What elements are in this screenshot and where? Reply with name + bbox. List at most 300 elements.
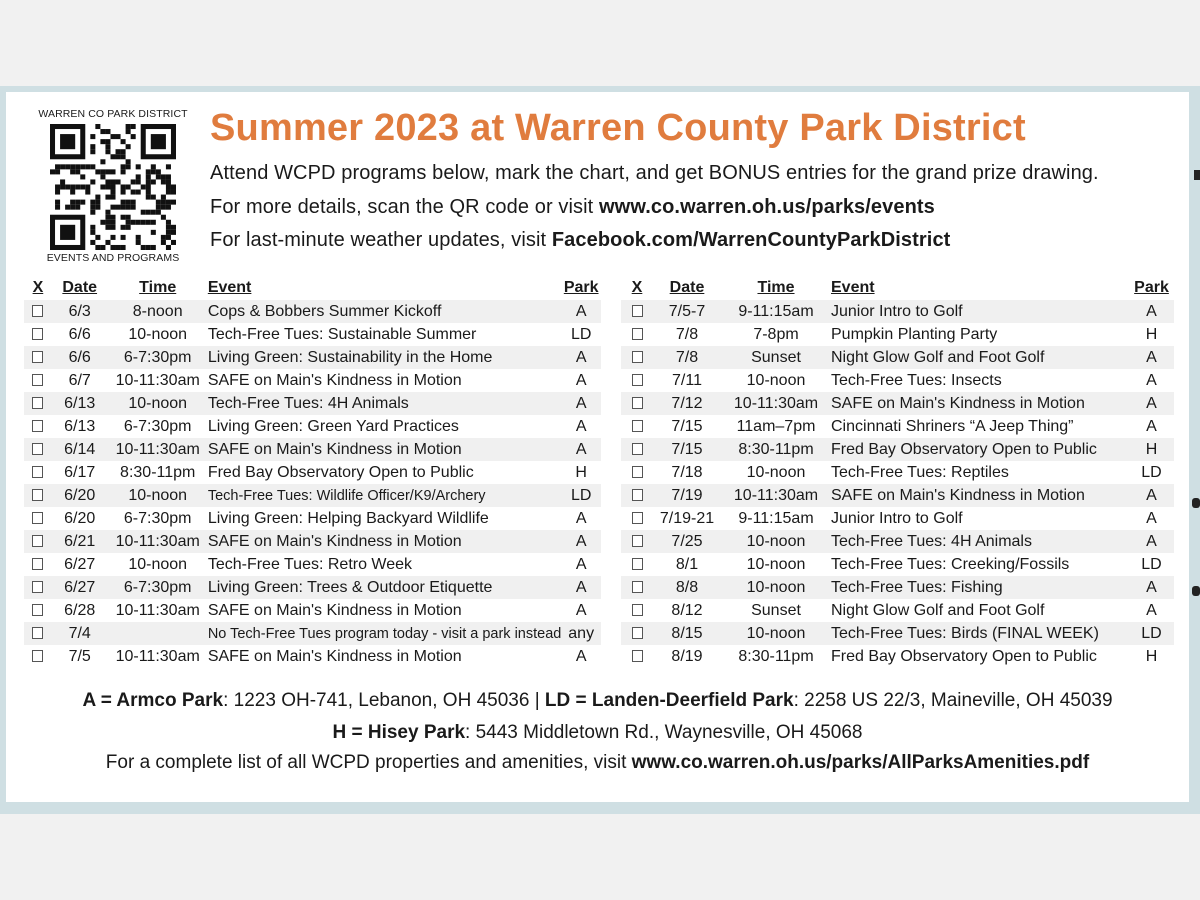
event-name: Junior Intro to Golf [831, 300, 1129, 323]
qr-module [55, 169, 60, 174]
checkbox-cell [621, 415, 653, 438]
qr-module [126, 159, 131, 164]
qr-module [110, 154, 115, 159]
checkbox-cell [24, 461, 52, 484]
table-row [24, 507, 601, 530]
qr-module [85, 190, 90, 195]
qr-module [171, 230, 176, 235]
event-name: Tech-Free Tues: Creeking/Fossils [831, 555, 1070, 573]
row-checkbox[interactable] [32, 581, 43, 593]
event-date: 6/20 [52, 484, 108, 507]
table-row [24, 300, 601, 323]
qr-module [116, 205, 121, 210]
qr-module [161, 205, 166, 210]
checkbox-cell [24, 369, 52, 392]
event-time: 10-11:30am [115, 647, 200, 665]
qr-module [116, 245, 121, 250]
qr-module [95, 245, 100, 250]
qr-module [105, 210, 110, 215]
event-name: SAFE on Main's Kindness in Motion [207, 647, 462, 665]
event-park: LD [1129, 622, 1174, 645]
event-park: H [1129, 438, 1174, 461]
event-date: 7/18 [671, 463, 703, 481]
table-row [621, 323, 1174, 346]
col-header-event: Event [831, 279, 875, 296]
qr-module [121, 205, 126, 210]
table-header-row [24, 276, 601, 300]
row-checkbox[interactable] [632, 466, 643, 478]
qr-module [110, 205, 115, 210]
qr-module [105, 184, 110, 189]
qr-module [161, 200, 166, 205]
checkbox-cell [24, 323, 52, 346]
qr-module [136, 190, 141, 195]
event-park: A [1129, 530, 1174, 553]
event-date: 6/28 [64, 601, 96, 619]
row-checkbox[interactable] [632, 328, 643, 340]
table-row [24, 346, 601, 369]
row-checkbox[interactable] [632, 650, 643, 662]
edge-mark [1194, 170, 1200, 180]
qr-module [95, 124, 100, 129]
event-park: A [1129, 576, 1174, 599]
event-name: SAFE on Main's Kindness in Motion [207, 601, 462, 619]
table-row [621, 599, 1174, 622]
qr-module [55, 190, 60, 195]
row-checkbox[interactable] [32, 420, 43, 432]
event-name: SAFE on Main's Kindness in Motion [831, 392, 1129, 415]
qr-module [121, 184, 126, 189]
event-name: Junior Intro to Golf [831, 509, 963, 527]
qr-module [126, 225, 131, 230]
event-park: LD [1141, 555, 1162, 573]
row-checkbox[interactable] [632, 581, 643, 593]
col-header-date: Date [62, 279, 98, 296]
table-row [24, 645, 601, 668]
col-header-x: X [631, 279, 643, 296]
event-name: Living Green: Helping Backyard Wildlife [207, 509, 489, 527]
qr-module [100, 129, 105, 134]
event-name: SAFE on Main's Kindness in Motion [831, 484, 1129, 507]
qr-module [110, 190, 115, 195]
event-name: Tech-Free Tues: 4H Animals [831, 530, 1129, 553]
qr-module [131, 205, 136, 210]
qr-module [166, 220, 171, 225]
qr-module [171, 200, 176, 205]
checkbox-cell [621, 553, 653, 576]
schedule-table-july-august [621, 276, 1174, 668]
qr-module [100, 169, 105, 174]
qr-module [90, 179, 95, 184]
table-row [24, 323, 601, 346]
event-date: 6/17 [64, 463, 96, 481]
qr-module [166, 190, 171, 195]
event-time: 6-7:30pm [123, 509, 192, 527]
qr-module [60, 184, 65, 189]
event-park: A [1129, 484, 1174, 507]
amenities-link[interactable]: www.co.warren.oh.us/parks/AllParksAmenities.pdf [631, 752, 1090, 773]
qr-module [171, 184, 176, 189]
qr-module [70, 205, 75, 210]
qr-module [161, 240, 166, 245]
qr-module [55, 164, 60, 169]
table-row [24, 599, 601, 622]
event-park: A [561, 576, 601, 599]
row-checkbox[interactable] [632, 512, 643, 524]
table-row [24, 484, 601, 507]
events-link[interactable]: www.co.warren.oh.us/parks/events [599, 196, 935, 218]
qr-module [121, 245, 126, 250]
event-park: A [575, 417, 587, 435]
qr-module [131, 190, 136, 195]
event-time: 10-11:30am [108, 530, 208, 553]
row-checkbox[interactable] [32, 535, 43, 547]
qr-module [151, 169, 156, 174]
row-checkbox[interactable] [632, 489, 643, 501]
event-time: 10-noon [721, 576, 831, 599]
event-time: 9-11:15am [721, 300, 831, 323]
facebook-link[interactable]: Facebook.com/WarrenCountyParkDistrict [551, 229, 951, 251]
table-row [24, 438, 601, 461]
qr-module [105, 144, 110, 149]
event-time: 10-noon [746, 463, 806, 481]
qr-module [146, 190, 151, 195]
event-name: SAFE on Main's Kindness in Motion [208, 530, 562, 553]
event-date: 6/21 [52, 530, 108, 553]
qr-module [70, 200, 75, 205]
qr-module [105, 215, 110, 220]
row-checkbox[interactable] [32, 558, 43, 570]
table-row [24, 530, 601, 553]
event-date: 6/14 [52, 438, 108, 461]
event-date: 8/19 [671, 647, 703, 665]
event-name: Living Green: Sustainability in the Home [208, 346, 562, 369]
event-time: 10-11:30am [115, 601, 200, 619]
intro-line: Attend WCPD programs below, mark the chart, and get BONUS entries for the grand prize drawing. [210, 162, 1099, 184]
event-park: A [561, 438, 601, 461]
edge-mark [1192, 498, 1200, 508]
qr-module [136, 220, 141, 225]
checkbox-cell [621, 622, 653, 645]
event-park: H [1145, 647, 1158, 665]
row-checkbox[interactable] [632, 627, 643, 639]
qr-module [100, 174, 105, 179]
event-park: A [575, 555, 587, 573]
row-checkbox[interactable] [32, 604, 43, 616]
amenities-line [6, 752, 1189, 774]
qr-module [121, 154, 126, 159]
qr-module [55, 184, 60, 189]
event-name: SAFE on Main's Kindness in Motion [207, 371, 462, 389]
qr-module [90, 164, 95, 169]
event-park: LD [561, 484, 601, 507]
event-time: Sunset [721, 346, 831, 369]
qr-module [80, 200, 85, 205]
qr-module [151, 164, 156, 169]
col-header-park: Park [1134, 279, 1169, 296]
qr-module [126, 205, 131, 210]
qr-module [141, 220, 146, 225]
event-park: H [575, 463, 587, 481]
qr-module [65, 184, 70, 189]
table-row [621, 576, 1174, 599]
row-checkbox[interactable] [32, 650, 43, 662]
row-checkbox[interactable] [632, 535, 643, 547]
event-name: Fred Bay Observatory Open to Public [207, 463, 474, 481]
checkbox-cell [24, 507, 52, 530]
qr-module [85, 184, 90, 189]
event-park: any [561, 622, 601, 645]
checkbox-cell [24, 346, 52, 369]
checkbox-cell [621, 645, 653, 668]
amenities-prefix: For a complete list of all WCPD properties and amenities, visit [105, 752, 632, 773]
qr-module [116, 134, 121, 139]
qr-module [110, 215, 115, 220]
qr-module [161, 195, 166, 200]
qr-module [166, 164, 171, 169]
qr-module [166, 200, 171, 205]
row-checkbox[interactable] [32, 627, 43, 639]
checkbox-cell [621, 438, 653, 461]
event-date: 8/15 [653, 622, 721, 645]
event-date: 6/20 [64, 509, 96, 527]
qr-bottom-label: EVENTS AND PROGRAMS [46, 252, 180, 264]
event-park: A [561, 346, 601, 369]
event-park: A [1146, 417, 1157, 435]
event-park: A [1129, 346, 1174, 369]
qr-module [166, 205, 171, 210]
row-checkbox[interactable] [32, 443, 43, 455]
event-name: Cincinnati Shriners “A Jeep Thing” [831, 417, 1074, 435]
qr-module [126, 129, 131, 134]
row-checkbox[interactable] [632, 558, 643, 570]
qr-module [126, 200, 131, 205]
event-time: 10-noon [128, 555, 188, 573]
checkbox-cell [24, 530, 52, 553]
row-checkbox[interactable] [32, 374, 43, 386]
qr-module [136, 179, 141, 184]
row-checkbox[interactable] [32, 328, 43, 340]
qr-module [156, 205, 161, 210]
event-time: 6-7:30pm [108, 576, 208, 599]
checkbox-cell [24, 415, 52, 438]
qr-module [80, 164, 85, 169]
event-date: 7/5 [68, 647, 91, 665]
qr-module [151, 210, 156, 215]
table-row [24, 576, 601, 599]
checkbox-cell [24, 484, 52, 507]
row-checkbox[interactable] [32, 466, 43, 478]
qr-module [146, 210, 151, 215]
table-row [621, 553, 1174, 576]
schedule-table-june [24, 276, 601, 668]
qr-code-block[interactable] [28, 106, 198, 266]
event-time: 10-noon [108, 392, 208, 415]
event-date: 6/13 [52, 392, 108, 415]
event-date: 6/13 [64, 417, 96, 435]
event-date: 7/15 [671, 417, 703, 435]
row-checkbox[interactable] [32, 351, 43, 363]
qr-module [105, 220, 110, 225]
qr-module [171, 240, 176, 245]
qr-module [90, 210, 95, 215]
event-date: 7/4 [52, 622, 108, 645]
qr-module [110, 195, 115, 200]
details-prefix: For more details, scan the QR code or visit [210, 196, 599, 218]
event-park: A [1129, 392, 1174, 415]
table-row [24, 622, 601, 645]
qr-module [90, 144, 95, 149]
event-park: A [575, 647, 587, 665]
armco-label: A = Armco Park [82, 690, 224, 711]
event-park: A [575, 509, 587, 527]
event-date: 7/8 [653, 346, 721, 369]
col-header-park: Park [563, 279, 599, 296]
qr-top-label: WARREN CO PARK DISTRICT [38, 108, 188, 120]
flyer-card [6, 92, 1189, 802]
event-name: Tech-Free Tues: Reptiles [831, 463, 1009, 481]
event-name: Fred Bay Observatory Open to Public [831, 438, 1129, 461]
qr-module [80, 174, 85, 179]
qr-module [141, 184, 146, 189]
event-time: 8:30-11pm [738, 647, 814, 665]
row-checkbox[interactable] [632, 351, 643, 363]
qr-module [95, 235, 100, 240]
qr-module [95, 169, 100, 174]
checkbox-cell [621, 576, 653, 599]
row-checkbox[interactable] [632, 443, 643, 455]
qr-module [110, 169, 115, 174]
qr-code-icon [50, 124, 176, 250]
event-date: 7/19-21 [659, 509, 715, 527]
landen-deerfield-label: LD = Landen-Deerfield Park [544, 690, 794, 711]
qr-module [156, 200, 161, 205]
event-time: 9-11:15am [738, 509, 814, 527]
qr-module [161, 174, 166, 179]
event-date: 6/3 [52, 300, 108, 323]
qr-module [110, 225, 115, 230]
qr-module [100, 220, 105, 225]
event-name: Tech-Free Tues: Wildlife Officer/K9/Archery [208, 484, 562, 507]
qr-module [171, 225, 176, 230]
event-date: 6/7 [68, 371, 91, 389]
qr-module [146, 195, 151, 200]
col-header-time: Time [757, 279, 795, 296]
table-row [621, 530, 1174, 553]
qr-module [121, 235, 126, 240]
qr-module [166, 245, 171, 250]
qr-module [146, 245, 151, 250]
qr-module [126, 184, 131, 189]
event-date: 6/6 [68, 325, 91, 343]
qr-module [110, 134, 115, 139]
qr-module [136, 174, 141, 179]
event-park: A [561, 530, 601, 553]
checkbox-cell [621, 507, 653, 530]
row-checkbox[interactable] [632, 420, 643, 432]
checkbox-cell [621, 369, 653, 392]
event-name: Cops & Bobbers Summer Kickoff [208, 300, 562, 323]
col-header-x: X [32, 279, 44, 296]
qr-module [116, 149, 121, 154]
hisey-address: : 5443 Middletown Rd., Waynesville, OH 45068 [465, 722, 863, 743]
row-checkbox[interactable] [632, 397, 643, 409]
qr-module [100, 159, 105, 164]
event-time: 10-noon [108, 484, 208, 507]
qr-module [95, 205, 100, 210]
event-park: A [575, 371, 587, 389]
table-row [24, 369, 601, 392]
table-row [621, 300, 1174, 323]
qr-module [70, 184, 75, 189]
qr-module [80, 184, 85, 189]
qr-module [151, 195, 156, 200]
qr-module [141, 210, 146, 215]
qr-module [65, 205, 70, 210]
event-time: 8:30-11pm [120, 463, 196, 481]
qr-module [131, 134, 136, 139]
event-time: 7-8pm [753, 325, 799, 343]
row-checkbox[interactable] [632, 604, 643, 616]
qr-module [166, 184, 171, 189]
event-date: 7/8 [675, 325, 699, 343]
table-row [24, 461, 601, 484]
row-checkbox[interactable] [632, 305, 643, 317]
qr-module [121, 149, 126, 154]
qr-module [105, 139, 110, 144]
page-title: Summer 2023 at Warren County Park District [210, 107, 1026, 149]
event-date: 7/25 [653, 530, 721, 553]
qr-module [161, 235, 166, 240]
qr-module [75, 164, 80, 169]
row-checkbox[interactable] [32, 512, 43, 524]
event-date: 7/19 [653, 484, 721, 507]
qr-module [60, 164, 65, 169]
qr-module [105, 225, 110, 230]
qr-module [105, 129, 110, 134]
qr-module [136, 164, 141, 169]
qr-module [121, 169, 126, 174]
qr-module [95, 195, 100, 200]
table-row [24, 415, 601, 438]
event-time: 6-7:30pm [108, 346, 208, 369]
row-checkbox[interactable] [32, 489, 43, 501]
qr-module [75, 205, 80, 210]
qr-module [100, 139, 105, 144]
event-park: A [1146, 509, 1157, 527]
event-park: A [561, 300, 601, 323]
row-checkbox[interactable] [32, 305, 43, 317]
table-row [621, 438, 1174, 461]
row-checkbox[interactable] [32, 397, 43, 409]
event-date: 8/8 [653, 576, 721, 599]
event-name: Tech-Free Tues: Fishing [831, 576, 1129, 599]
qr-module [131, 124, 136, 129]
event-name: Living Green: Trees & Outdoor Etiquette [208, 576, 562, 599]
checkbox-cell [621, 392, 653, 415]
table-row [621, 346, 1174, 369]
qr-module [65, 164, 70, 169]
col-header-date: Date [669, 279, 705, 296]
qr-module [166, 179, 171, 184]
qr-module [60, 179, 65, 184]
row-checkbox[interactable] [632, 374, 643, 386]
table-row [621, 415, 1174, 438]
event-date: 7/15 [653, 438, 721, 461]
checkbox-cell [24, 553, 52, 576]
qr-module [110, 179, 115, 184]
event-park: H [1145, 325, 1158, 343]
